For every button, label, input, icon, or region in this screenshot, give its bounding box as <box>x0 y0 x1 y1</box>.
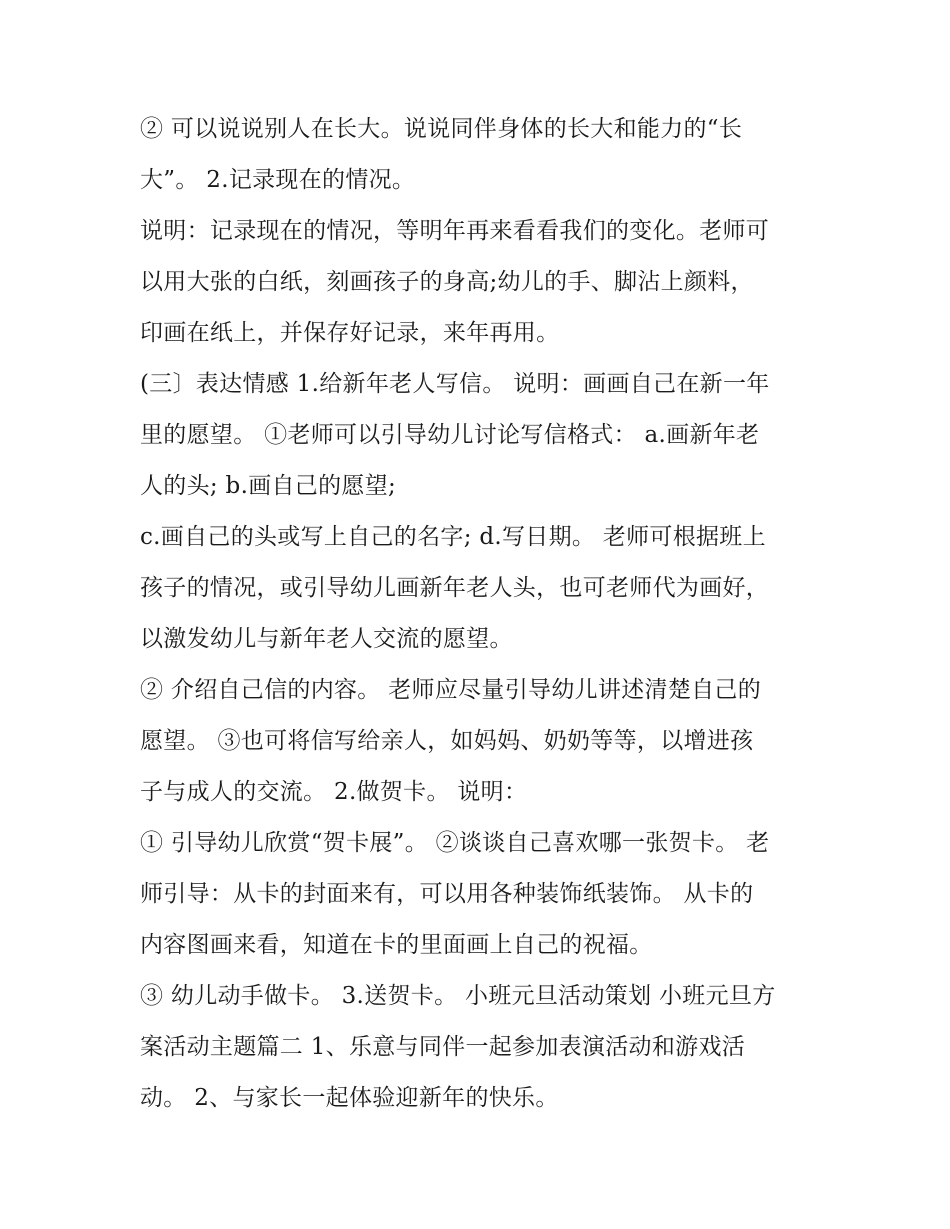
paragraph-record-note <box>140 206 820 359</box>
text-line: ③ 幼儿动手做卡。 3.送贺卡。 小班元旦活动策划 小班元旦方 <box>140 983 776 1009</box>
paragraph-letter-format <box>140 512 820 665</box>
text-line: 内容图画来看，知道在卡的里面画上自己的祝福。 <box>140 932 653 958</box>
paragraph-letter-content <box>140 665 820 818</box>
text-line: 说明：记录现在的情况，等明年再来看看我们的变化。老师可 <box>140 218 770 244</box>
text-line: 里的愿望。 ①老师可以引导幼儿讨论写信格式： a.画新年老 <box>140 422 760 448</box>
text-line: ① 引导幼儿欣赏“贺卡展”。 ②谈谈自己喜欢哪一张贺卡。 老 <box>140 830 770 856</box>
text-line: ② 介绍自己信的内容。 老师应尽量引导幼儿讲述清楚自己的 <box>140 677 762 703</box>
document-body <box>140 104 820 1124</box>
text-line: 动。 2、与家长一起体验迎新年的快乐。 <box>140 1085 559 1111</box>
paragraph-make-card <box>140 971 820 1124</box>
text-line: 人的头; b.画自己的愿望; <box>140 473 397 499</box>
text-line: 案活动主题篇二 1、乐意与同伴一起参加表演活动和游戏活 <box>140 1034 746 1060</box>
paragraph-card-show <box>140 818 820 971</box>
text-line: 师引导：从卡的封面来有，可以用各种装饰纸装饰。 从卡的 <box>140 881 754 907</box>
paragraph-express-feelings <box>140 359 820 512</box>
text-line: 子与成人的交流。 2.做贺卡。 说明： <box>140 779 528 805</box>
text-line: 以用大张的白纸，刻画孩子的身高;幼儿的手、脚沾上颜料， <box>140 269 754 295</box>
text-line: (三〕表达情感 1.给新年老人写信。 说明：画画自己在新一年 <box>140 371 770 397</box>
text-line: ② 可以说说别人在长大。说说同伴身体的长大和能力的“长 <box>140 116 743 142</box>
text-line: c.画自己的头或写上自己的名字; d.写日期。 老师可根据班上 <box>140 524 766 550</box>
text-line: 印画在纸上，并保存好记录，来年再用。 <box>140 320 560 346</box>
text-line: 愿望。 ③也可将信写给亲人，如妈妈、奶奶等等，以增进孩 <box>140 728 754 754</box>
text-line: 孩子的情况，或引导幼儿画新年老人头，也可老师代为画好， <box>140 575 770 601</box>
text-line: 以激发幼儿与新年老人交流的愿望。 <box>140 626 513 652</box>
text-line: 大”。 2.记录现在的情况。 <box>140 167 416 193</box>
paragraph-growing-up <box>140 104 820 206</box>
